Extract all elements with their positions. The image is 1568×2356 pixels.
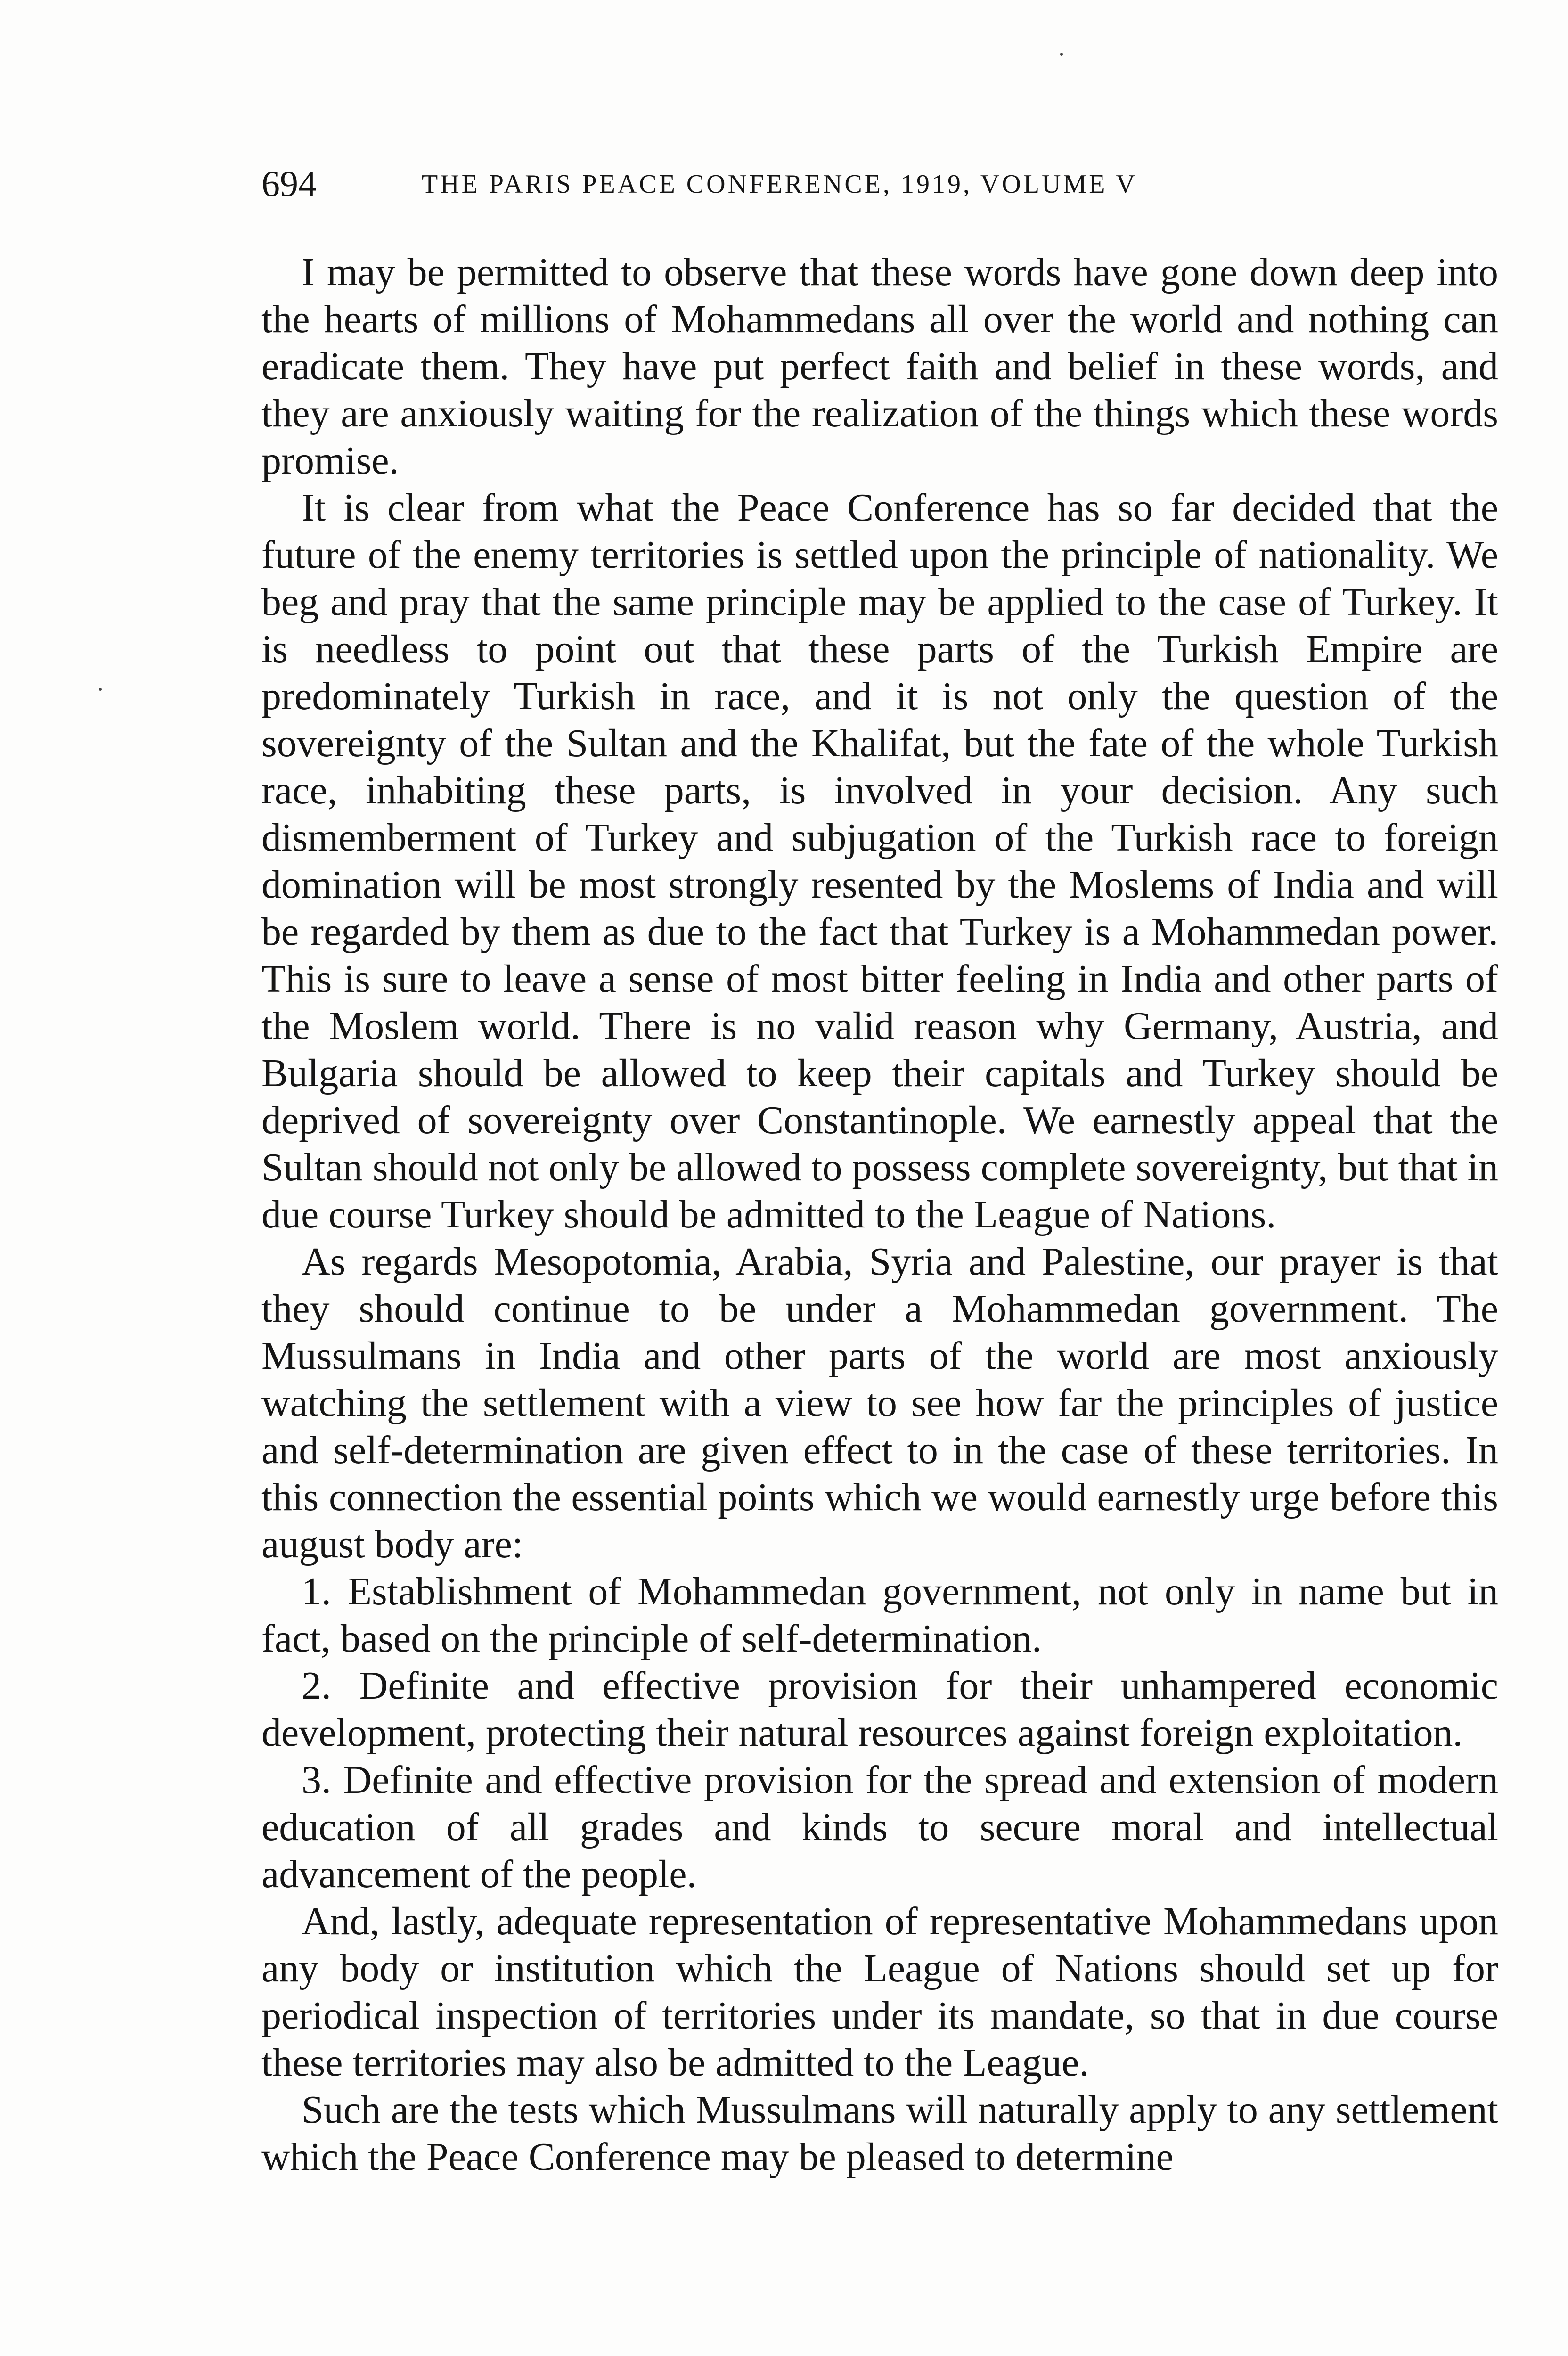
- paragraph-nationality: It is clear from what the Peace Conference has so far decided that the future of the enemy territories is settled upon the principle of nationality. We beg and pray that the same principle may be applied to the case of Turkey. It is needless to point out that these parts of the Turkish Empire are predominately Turkish in race, and it is not only the question of the sovereignty of the Sultan and the Khalifat, but the fate of the whole Turkish race, inhabiting these parts, is involved in your decision. Any such dismemberment of Turkey and subjugation of the Turkish race to foreign domination will be most strongly resented by the Moslems of India and will be regarded by them as due to the fact that Turkey is a Mohammedan power. This is sure to leave a sense of most bitter feeling in India and other parts of the Moslem world. There is no valid reason why Germany, Austria, and Bulgaria should be allowed to keep their capitals and Turkey should be deprived of sovereignty over Constantinople. We earnestly appeal that the Sultan should not only be allowed to possess complete sovereignty, but that in due course Turkey should be admitted to the League of Nations.: [261, 486, 1498, 1236]
- paragraph-representation: And, lastly, adequate representation of representative Mohammedans upon any body or institution which the League of Nations should set up for periodical inspection of territories under its mandate, so that in due course these territories may also be admitted to the League.: [261, 1899, 1498, 2085]
- scan-speck: [99, 688, 102, 691]
- paragraph-observation: I may be permitted to observe that these words have gone down deep into the hearts of millions of Mohammedans all over the world and nothing can eradicate them. They have put perfect faith and belief in these words, and they are anxiously waiting for the realization of the things which these words promise.: [261, 250, 1498, 483]
- page-number: 694: [261, 163, 317, 204]
- list-item-education: 3. Definite and effective provision for the spread and extension of modern education of all grades and kinds to secure moral and intellectual advancement of the people.: [261, 1758, 1498, 1896]
- body-text: [261, 249, 1498, 2181]
- scan-speck: [1060, 53, 1063, 56]
- paragraph-tests: Such are the tests which Mussulmans will naturally apply to any settlement which the Peace Conference may be pleased to determine: [261, 2088, 1498, 2179]
- running-header: [261, 163, 1326, 205]
- running-title: THE PARIS PEACE CONFERENCE, 1919, VOLUME V: [422, 170, 1137, 199]
- paragraph-mesopotamia: As regards Mesopotomia, Arabia, Syria and Palestine, our prayer is that they should continue to be under a Mohammedan government. The Mussulmans in India and other parts of the world are most anxiously watching the settlement with a view to see how far the principles of justice and self-determination are given effect to in the case of these territories. In this connection the essential points which we would earnestly urge before this august body are:: [261, 1240, 1498, 1566]
- list-item-economic: 2. Definite and effective provision for their unhampered economic development, protecting their natural resources against foreign exploitation.: [261, 1664, 1498, 1755]
- list-item-government: 1. Establishment of Mohammedan government, not only in name but in fact, based on the principle of self-determination.: [261, 1570, 1498, 1661]
